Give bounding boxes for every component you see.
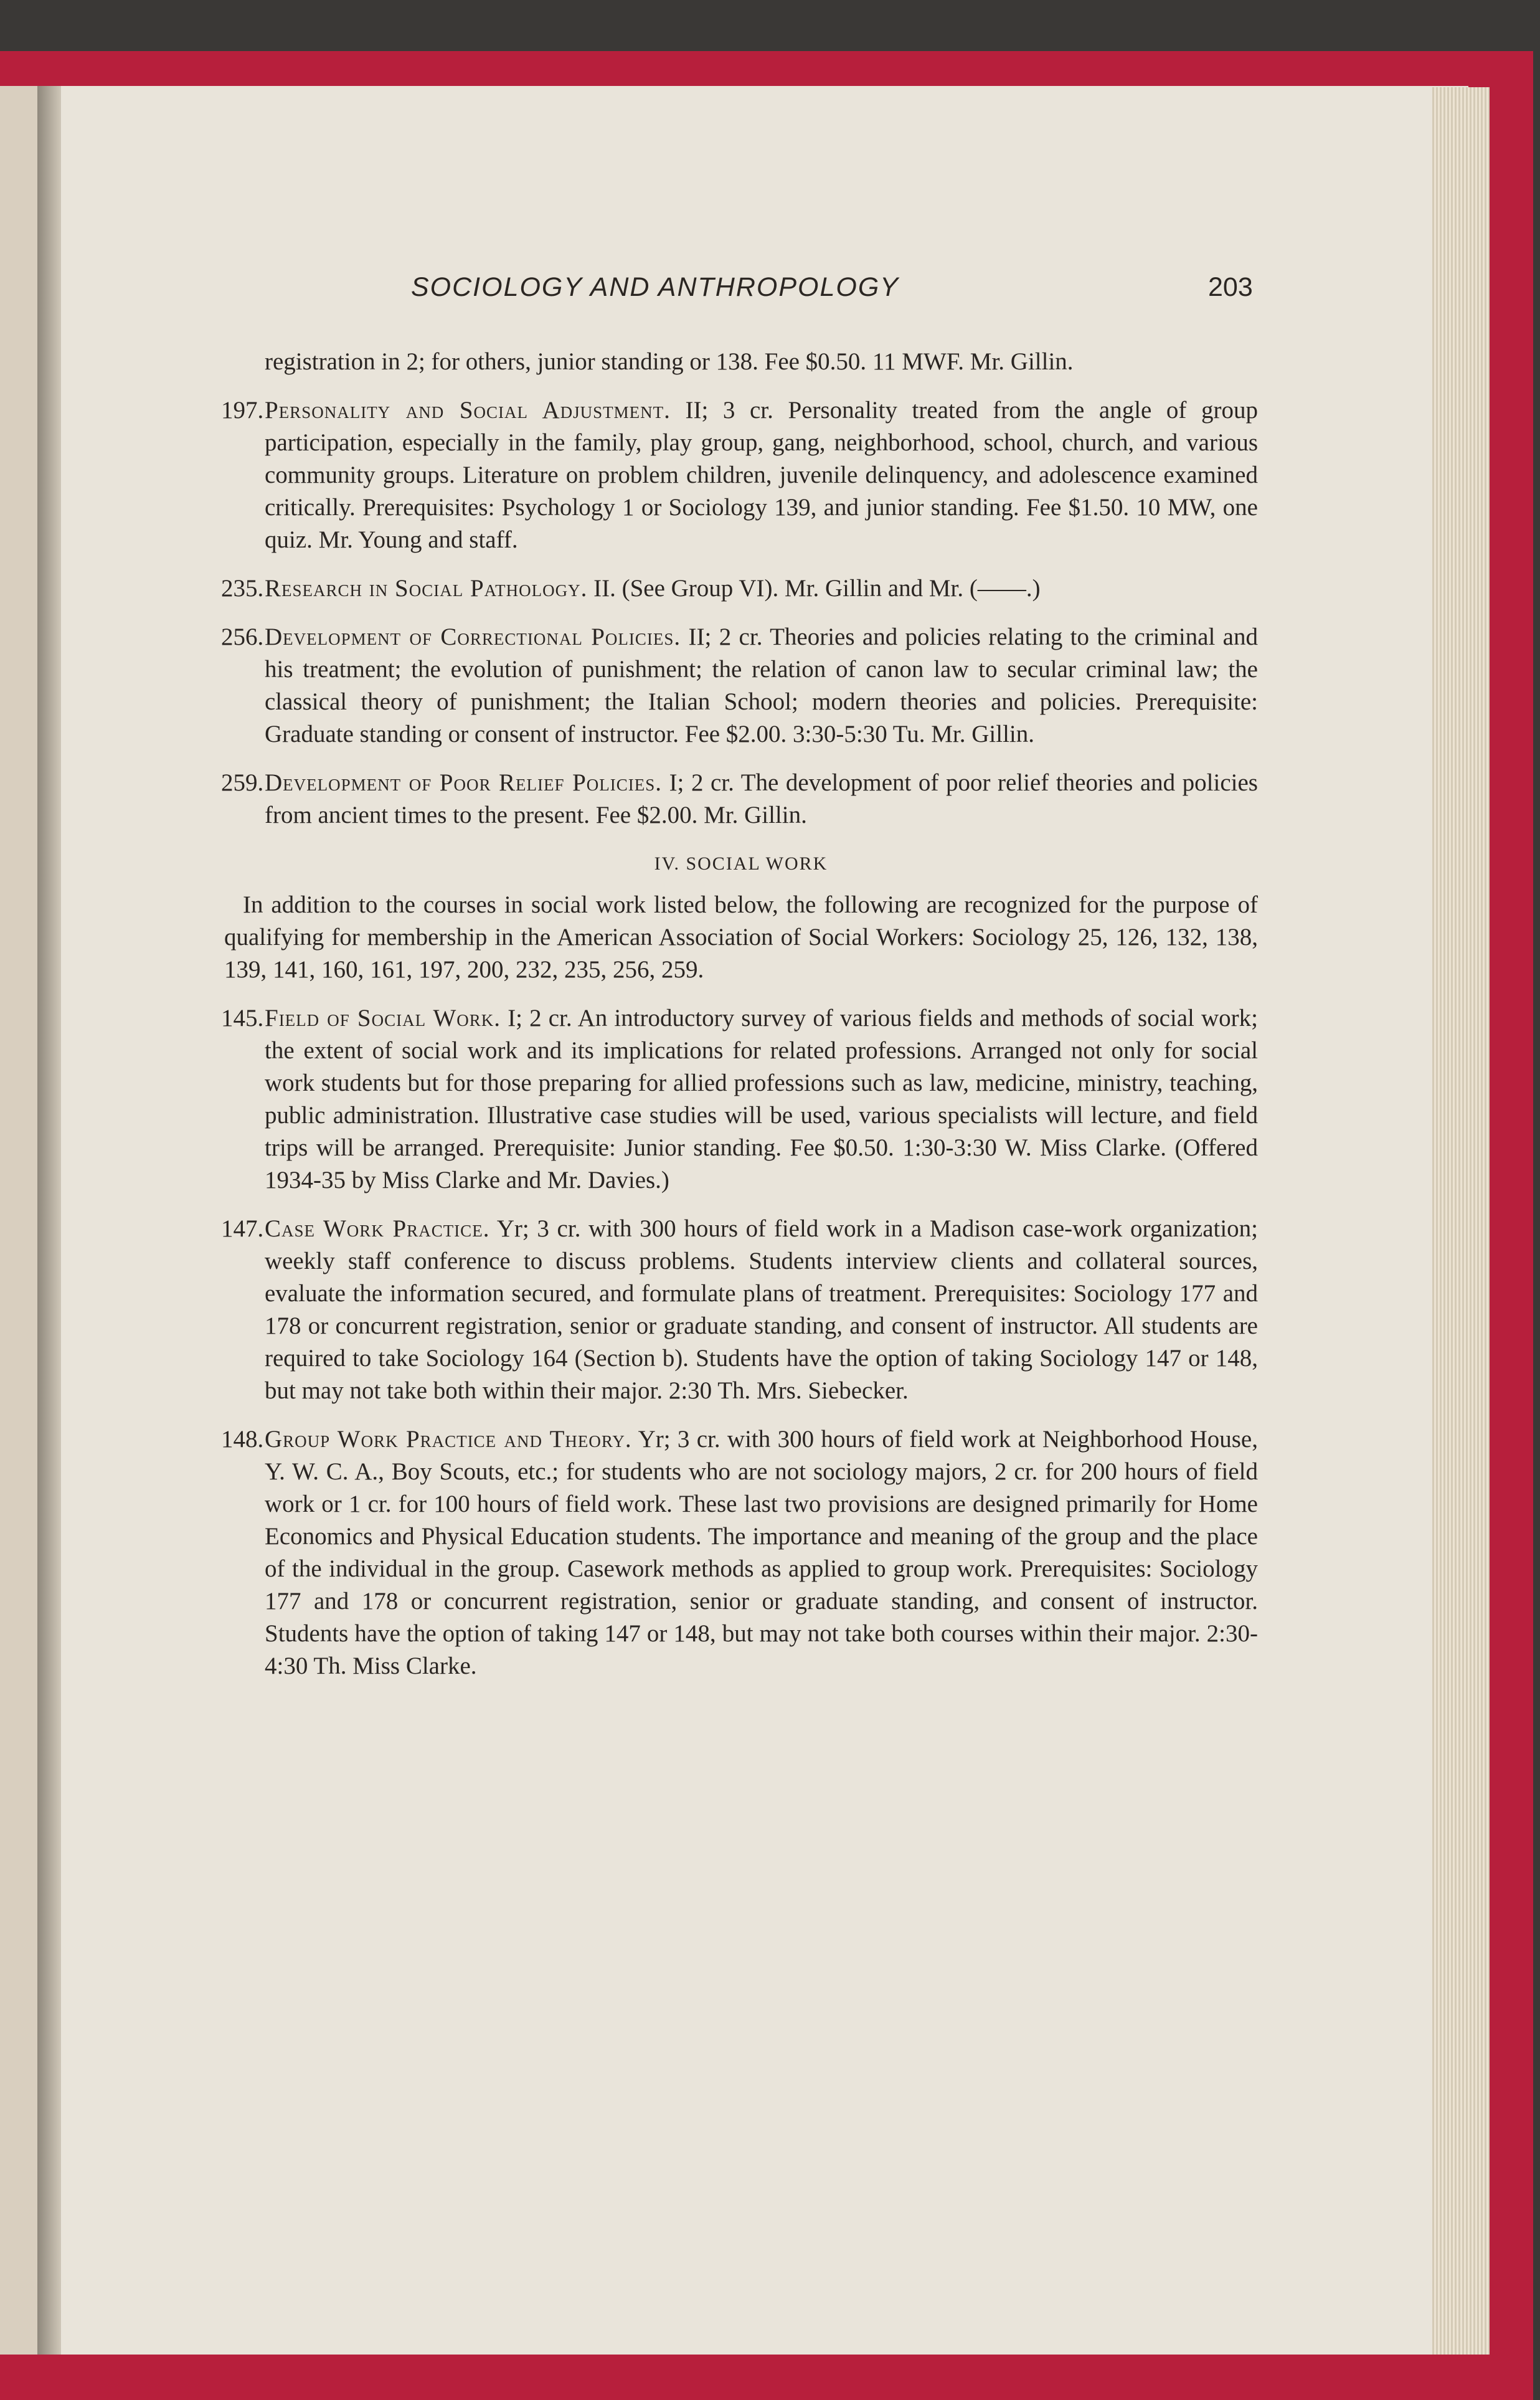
course-title: Field of Social Work. [265,1005,501,1032]
section-intro: In addition to the courses in social work listed below, the following are recognized for the purpose of qualifying for membership in the American Association of Social Workers: Sociology 25, 126, 132, 138, 139, 141, 160, 161, 197, 200, 232, 235, 256, 259. [224,891,1258,983]
course-entry-259 [221,767,1258,832]
course-title: Development of Correctional Policies. [265,624,681,650]
course-title: Personality and Social Adjustment. [265,397,671,424]
course-number: 235. [221,575,264,602]
course-entry-197 [221,394,1258,556]
running-head: SOCIOLOGY AND ANTHROPOLOGY [411,272,899,302]
course-number: 148. [221,1426,264,1453]
course-description: II; 2 cr. Theories and policies relating to the criminal and his treatment; the evolution of punishment; the relation of canon law to secular criminal law; the classical theory of punishment; the Italian School; modern theories and policies. Prerequisite: Graduate standing or consent of instructor. Fee $2.00. 3:30-5:30 Tu. Mr. Gillin. [265,624,1258,747]
course-entry-148 [221,1423,1258,1682]
course-description: Yr; 3 cr. with 300 hours of field work in a Madison case-work organization; weekly staff conference to discuss problems. Students interview clients and collateral sources, evaluate the information secured, and formulate plans of treatment. Prerequisites: Sociology 177 and 178 or concurrent registration, senior or graduate standing, and consent of instructor. All students are required to take Sociology 164 (Section b). Students have the option of taking Sociology 147 or 148, but may not take both within their major. 2:30 Th. Mrs. Siebecker. [265,1215,1259,1404]
page-header [0,272,1540,316]
course-description: Yr; 3 cr. with 300 hours of field work at Neighborhood House, Y. W. C. A., Boy Scouts, etc.; for students who are not sociology majors, 2 cr. for 200 hours of field work or 1 cr. for 100 hours of field work. These last two provisions are designed primarily for Home Economics and Physical Education students. The importance and meaning of the group and the place of the individual in the group. Casework methods as applied to group work. Prerequisites: Sociology 177 and 178 or concurrent registration, senior or graduate standing, and consent of instructor. Students have the option of taking 147 or 148, but may not take both courses within their major. 2:30-4:30 Th. Miss Clarke. [265,1426,1258,1679]
course-entry-145 [221,1002,1258,1197]
course-title: Group Work Practice and Theory. [265,1426,632,1453]
course-title: Case Work Practice. [265,1215,490,1242]
section-heading: IV. SOCIAL WORK [654,853,828,874]
course-title: Development of Poor Relief Policies. [265,769,662,796]
book-gutter [37,86,61,2355]
course-description: II. (See Group VI). Mr. Gillin and Mr. (——.) [593,575,1041,602]
course-entry-256 [221,621,1258,751]
page-number: 203 [1208,272,1253,302]
course-number: 256. [221,624,264,650]
course-number: 259. [221,769,264,796]
course-description: I; 2 cr. The development of poor relief theories and policies from ancient times to the present. Fee $2.00. Mr. Gillin. [265,769,1258,828]
course-entry-147 [221,1213,1259,1407]
page-content [221,346,1259,1699]
course-description: II; 3 cr. Personality treated from the angle of group participation, especially in the family, play group, gang, neighborhood, school, church, and various community groups. Literature on problem children, juvenile delinquency, and adolescence examined critically. Prerequisites: Psychology 1 or Sociology 139, and junior standing. Fee $1.50. 10 MW, one quiz. Mr. Young and staff. [265,397,1258,553]
course-number: 147. [221,1215,264,1242]
continued-paragraph: registration in 2; for others, junior standing or 138. Fee $0.50. 11 MWF. Mr. Gillin. [265,348,1074,375]
page-edges [1432,87,1490,2355]
course-entry-235 [221,572,1258,605]
course-number: 197. [221,397,264,424]
left-page-edge [0,86,37,2355]
course-description: I; 2 cr. An introductory survey of various fields and methods of social work; the extent of social work and its implications for related professions. Arranged not only for social work students but for those preparing for allied professions such as law, medicine, ministry, teaching, public administration. Illustrative case studies will be used, various specialists will lecture, and field trips will be arranged. Prerequisite: Junior standing. Fee $0.50. 1:30-3:30 W. Miss Clarke. (Offered 1934-35 by Miss Clarke and Mr. Davies.) [265,1005,1258,1193]
course-title: Research in Social Pathology. [265,575,588,602]
course-number: 145. [221,1005,264,1032]
